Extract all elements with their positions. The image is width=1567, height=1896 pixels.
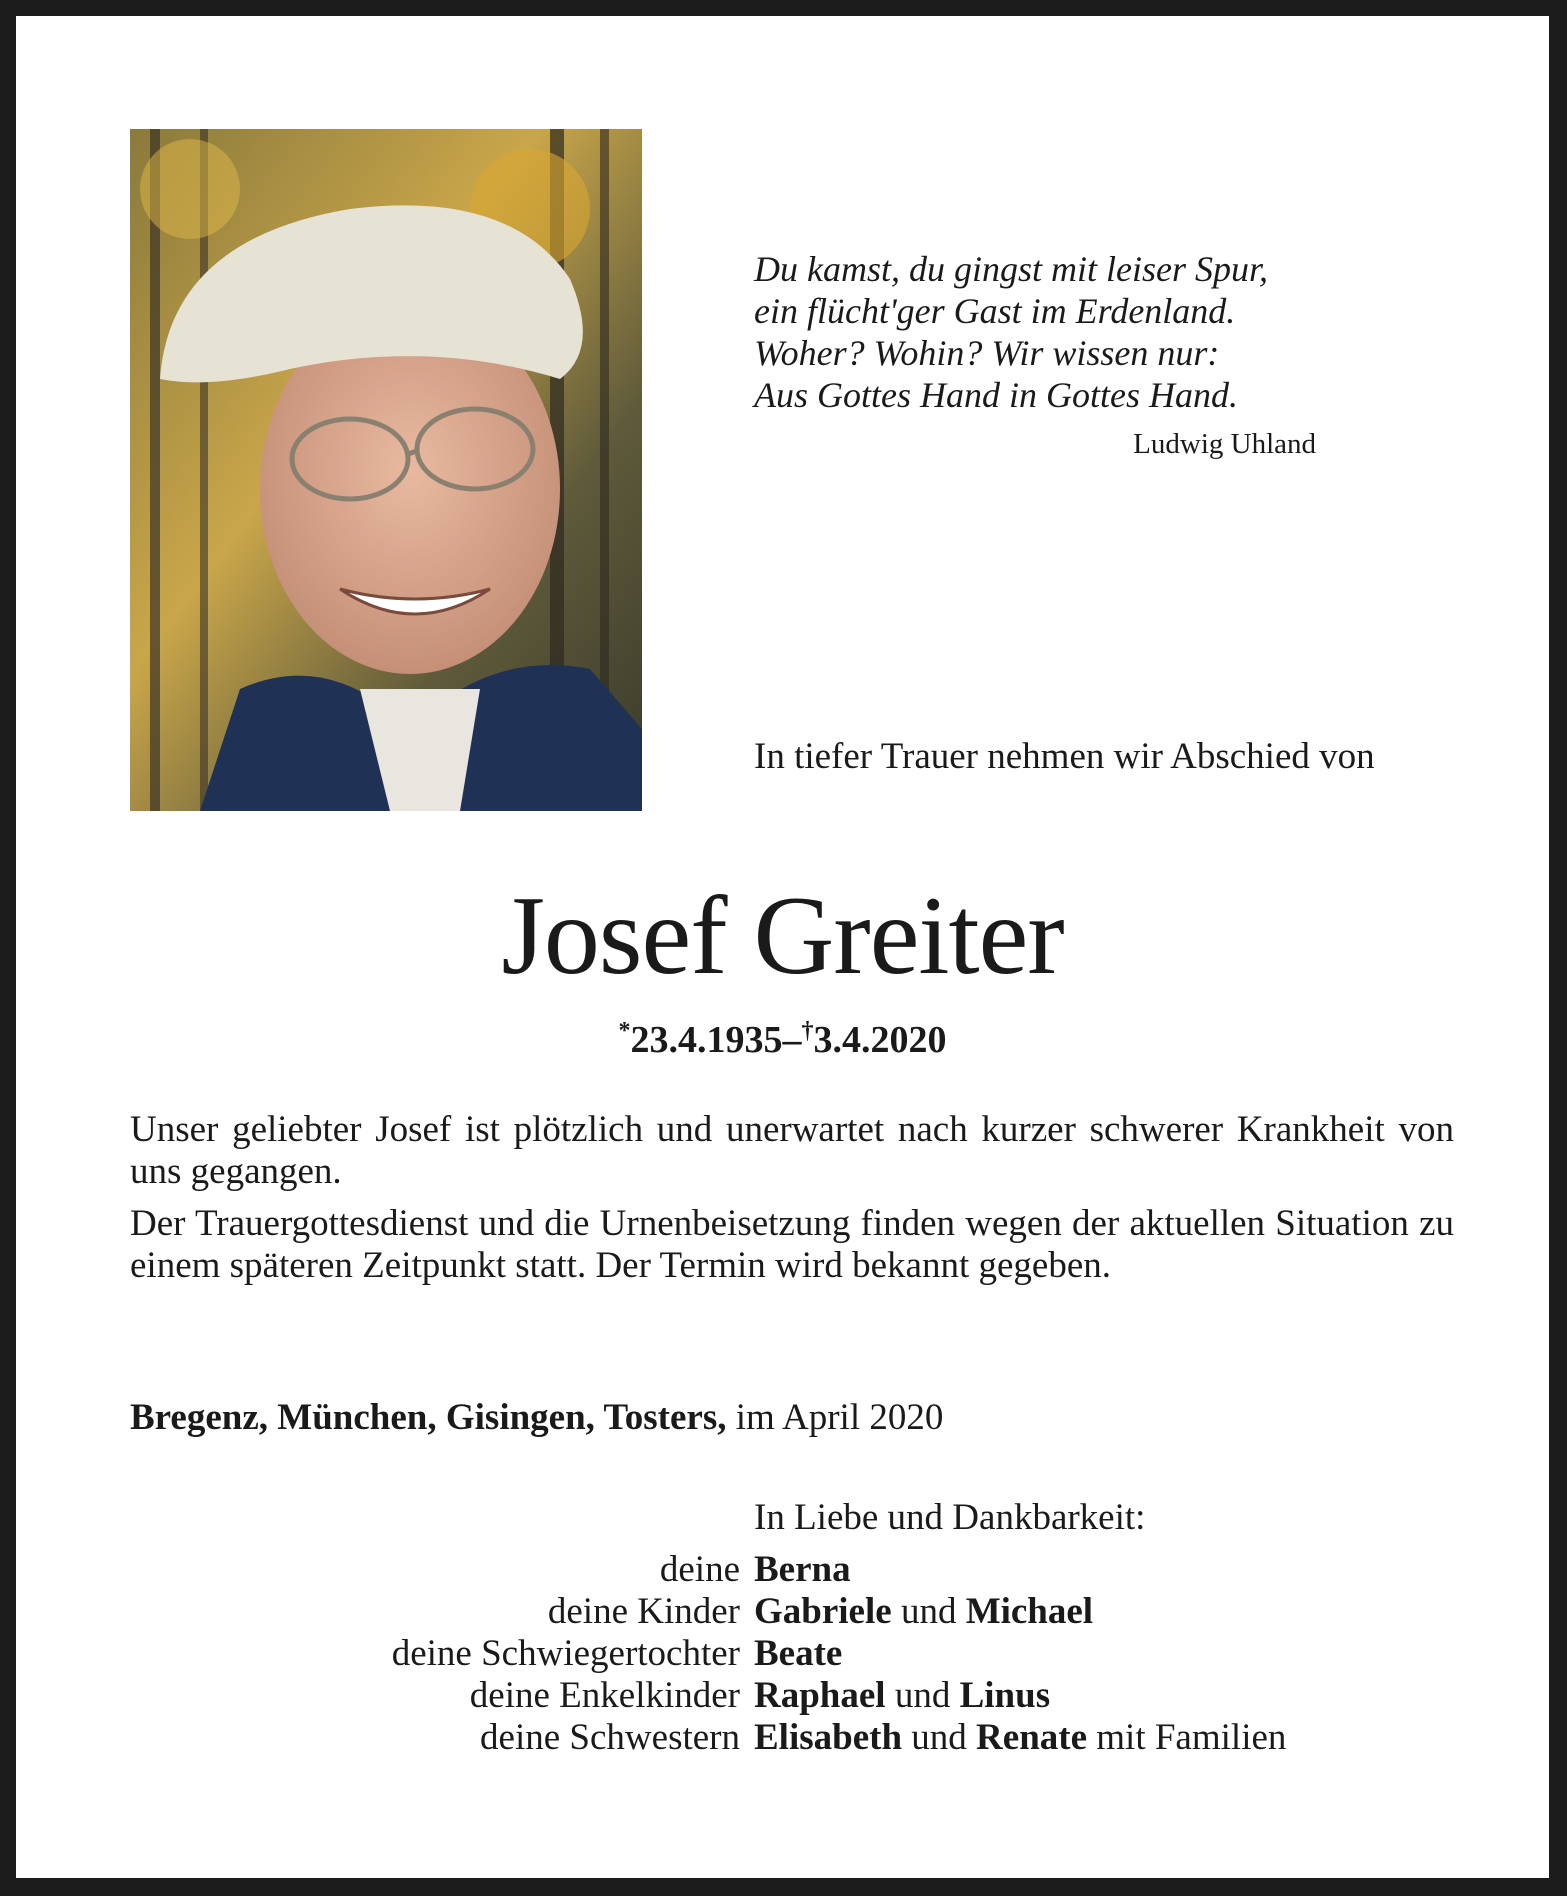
body-paragraph: Unser geliebter Josef ist plötzlich und unerwartet nach kurzer schwerer Krankheit von uns gegangen. — [130, 1109, 1454, 1192]
birth-symbol: * — [618, 1018, 631, 1044]
mourner-name: Renate — [976, 1717, 1088, 1758]
poem-author: Ludwig Uhland — [1133, 428, 1316, 460]
mourner-row — [130, 1717, 1454, 1759]
mourner-name: Michael — [965, 1591, 1094, 1632]
portrait-image — [130, 129, 642, 811]
mourner-name: Linus — [959, 1675, 1051, 1716]
thanks-line: In Liebe und Dankbarkeit: — [754, 1497, 1146, 1538]
mourner-row — [130, 1675, 1454, 1717]
mourner-name: Gabriele — [754, 1591, 892, 1632]
obituary-body — [130, 1109, 1454, 1297]
mourner-name: Berna — [754, 1549, 851, 1590]
mourner-role: deine Enkelkinder — [469, 1675, 740, 1716]
death-date: 3.4.2020 — [813, 1019, 947, 1061]
mourner-name: Raphael — [754, 1675, 886, 1716]
poem-line: Woher? Wohin? Wir wissen nur: — [754, 333, 1220, 373]
date-separator: – — [782, 1019, 802, 1061]
mourner-row — [130, 1633, 1454, 1675]
date-text: im April 2020 — [735, 1397, 944, 1438]
life-dates — [16, 1018, 1549, 1062]
poem-line: Aus Gottes Hand in Gottes Hand. — [754, 375, 1238, 415]
mourner-role: deine Schwestern — [480, 1717, 740, 1758]
place-and-date — [130, 1396, 943, 1439]
mourner-role: deine — [659, 1549, 740, 1590]
poem — [754, 248, 1374, 416]
deceased-name: Josef Greiter — [501, 874, 1064, 998]
places: Bregenz, München, Gisingen, Tosters, — [130, 1397, 727, 1438]
intro-text: In tiefer Trauer nehmen wir Abschied von — [754, 736, 1375, 777]
death-symbol: † — [801, 1018, 814, 1044]
mourner-suffix: mit Familien — [1096, 1717, 1287, 1758]
mourner-role: deine Schwiegertochter — [391, 1633, 740, 1674]
mourners-list — [130, 1549, 1454, 1759]
conjunction: und — [911, 1717, 967, 1758]
mourner-name: Elisabeth — [754, 1717, 903, 1758]
obituary-page — [16, 16, 1549, 1878]
conjunction: und — [894, 1675, 951, 1716]
conjunction: und — [900, 1591, 957, 1632]
mourner-row — [130, 1549, 1454, 1591]
mourner-name: Beate — [754, 1633, 843, 1674]
poem-line: Du kamst, du gingst mit leiser Spur, — [754, 249, 1269, 289]
portrait-photo — [130, 129, 642, 811]
mourner-role: deine Kinder — [547, 1591, 740, 1632]
poem-line: ein flücht'ger Gast im Erdenland. — [754, 291, 1236, 331]
birth-date: 23.4.1935 — [630, 1019, 783, 1061]
mourner-row — [130, 1591, 1454, 1633]
body-paragraph: Der Trauergottesdienst und die Urnenbeisetzung finden wegen der aktuellen Situation zu einem späteren Zeitpunkt statt. Der Termin wird bekannt gegeben. — [130, 1203, 1454, 1286]
